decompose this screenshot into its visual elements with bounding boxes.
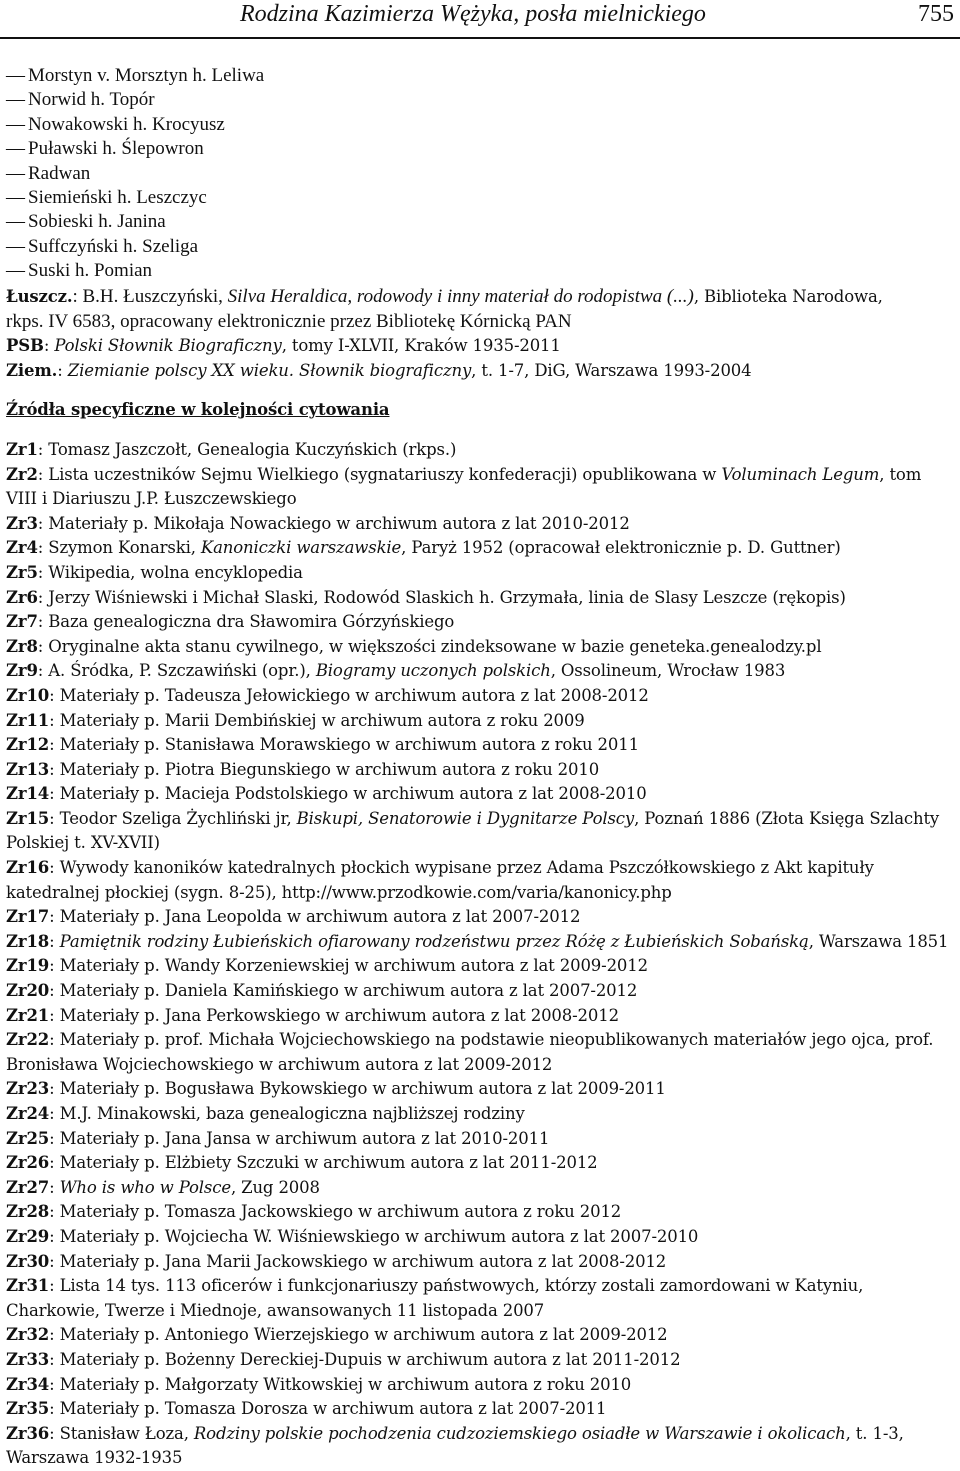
reference-entry <box>6 709 952 734</box>
reference-entry <box>6 1200 952 1225</box>
reference-text: : Materiały p. Jana Leopolda w archiwum autora z lat 2007-2012 <box>49 907 581 927</box>
reference-key: Zr12 <box>6 735 50 755</box>
reference-key: Zr7 <box>6 612 38 632</box>
reference-key: Zr15 <box>6 808 50 828</box>
abbrev-italic: Polski Słownik Biograficzny <box>54 336 282 356</box>
reference-text: : Materiały p. Stanisława Morawskiego w archiwum autora z roku 2011 <box>49 735 639 755</box>
reference-entry <box>6 1323 952 1348</box>
surname-dash-list <box>6 64 946 284</box>
surname-item <box>6 259 946 283</box>
reference-text: : Materiały p. Wandy Korzeniewskiej w archiwum autora z lat 2009-2012 <box>49 956 648 976</box>
reference-text: , tom VIII i Diariuszu J.P. Łuszczewskiego <box>6 464 922 509</box>
reference-entry <box>6 463 952 512</box>
reference-entry <box>6 930 952 955</box>
reference-entry <box>6 1250 952 1275</box>
reference-text: : Oryginalne akta stanu cywilnego, w większości zindeksowane w bazie geneteka.genealodzy.pl <box>37 636 822 656</box>
reference-key: Zr18 <box>6 931 50 951</box>
abbrev-key: Łuszcz. <box>6 287 73 306</box>
reference-entry <box>6 1422 952 1471</box>
reference-key: Zr10 <box>6 685 50 705</box>
reference-entry <box>6 856 952 905</box>
reference-text: , Warszawa 1851 <box>808 931 949 951</box>
reference-entry <box>6 1397 952 1422</box>
reference-text: : Tomasz Jaszczołt, Genealogia Kuczyńskich (rkps.) <box>37 439 457 459</box>
reference-text: : Teodor Szeliga Żychliński jr, <box>49 808 297 828</box>
surname-text: Puławski h. Ślepowron <box>28 138 204 160</box>
reference-text: : Materiały p. Macieja Podstolskiego w archiwum autora z lat 2008-2010 <box>49 784 647 804</box>
reference-text: : Materiały p. Jana Jansa w archiwum autora z lat 2010-2011 <box>49 1128 550 1148</box>
reference-text: , Ossolineum, Wrocław 1983 <box>550 661 786 681</box>
reference-text: , Poznań 1886 (Złota Księga Szlachty Polskiej t. XV-XVII) <box>6 808 940 853</box>
reference-entry <box>6 807 952 856</box>
reference-text: : Lista uczestników Sejmu Wielkiego (sygnatariuszy konfederacji) opublikowana w <box>37 464 722 484</box>
reference-key: Zr32 <box>6 1325 50 1345</box>
surname-text: Sobieski h. Janina <box>28 211 166 233</box>
reference-key: Zr29 <box>6 1226 50 1246</box>
abbrev-key: PSB <box>6 336 44 356</box>
reference-entry <box>6 1373 952 1398</box>
reference-key: Zr13 <box>6 759 50 779</box>
reference-text: : Materiały p. prof. Michała Wojciechowskiego na podstawie nieopublikowanych materiałów jego ojca, prof. Bronisława Wojciechowskiego w archiwum autora z lat 2009-2012 <box>6 1030 934 1074</box>
reference-key: Zr6 <box>6 587 38 607</box>
reference-key: Zr4 <box>6 538 38 558</box>
reference-text: : Jerzy Wiśniewski i Michał Slaski, Rodowód Slaskich h. Grzymała, linia de Slasy Leszcze (rękopis) <box>37 587 846 607</box>
reference-key: Zr22 <box>6 1030 50 1050</box>
reference-title: Voluminach Legum <box>721 464 880 484</box>
reference-entry <box>6 782 952 807</box>
reference-text: : M.J. Minakowski, baza genealogiczna najbliższej rodziny <box>49 1104 525 1123</box>
em-dash: — <box>6 211 25 233</box>
em-dash: — <box>6 187 25 209</box>
reference-key: Zr2 <box>6 464 38 484</box>
reference-title: Rodziny polskie pochodzenia cudzoziemskiego osiadłe w Warszawie i okolicach <box>193 1423 846 1443</box>
running-title: Rodzina Kazimierza Wężyka, posła mielnickiego <box>240 1 706 27</box>
abbrev-key: Ziem. <box>6 360 58 380</box>
reference-entry <box>6 1028 952 1077</box>
reference-text: : <box>49 931 60 951</box>
abbrev-luszcz <box>6 285 952 334</box>
reference-text: : <box>49 1177 60 1197</box>
reference-list <box>6 438 952 1471</box>
reference-text: : Materiały p. Jana Perkowskiego w archiwum autora z lat 2008-2012 <box>49 1005 619 1025</box>
em-dash: — <box>6 260 25 282</box>
abbrev-psb <box>6 334 952 359</box>
reference-text: : Materiały p. Antoniego Wierzejskiego w archiwum autora z lat 2009-2012 <box>49 1325 668 1345</box>
reference-key: Zr19 <box>6 956 50 976</box>
surname-text: Morstyn v. Morsztyn h. Leliwa <box>28 65 265 86</box>
reference-entry <box>6 1348 952 1373</box>
reference-text: : Materiały p. Małgorzaty Witkowskiej w archiwum autora z roku 2010 <box>49 1374 632 1394</box>
reference-key: Zr30 <box>6 1251 50 1271</box>
abbrev-text: rkps. IV 6583, opracowany elektronicznie przez Bibliotekę Kórnicką PAN <box>6 310 572 332</box>
abbrev-text: : <box>57 360 68 380</box>
surname-item <box>6 235 946 259</box>
reference-key: Zr28 <box>6 1202 50 1222</box>
surname-item <box>6 162 946 186</box>
section-title: Źródła specyficzne w kolejności cytowania <box>6 400 390 420</box>
reference-key: Zr21 <box>6 1005 50 1025</box>
reference-text: : Wikipedia, wolna encyklopedia <box>37 562 303 582</box>
surname-text: Radwan <box>28 162 91 184</box>
reference-text: : Materiały p. Bożenny Dereckiej-Dupuis w archiwum autora z lat 2011-2012 <box>49 1349 681 1369</box>
abbrev-italic: Silva Heraldica, rodowody i inny materiał do rodopistwa (...) <box>227 286 694 307</box>
reference-entry <box>6 733 952 758</box>
em-dash: — <box>6 162 25 184</box>
reference-key: Zr14 <box>6 784 50 804</box>
reference-text: , Zug 2008 <box>230 1177 320 1197</box>
reference-text: : Materiały p. Jana Marii Jackowskiego w archiwum autora z lat 2008-2012 <box>49 1251 667 1271</box>
reference-title: Pamiętnik rodziny Łubieńskich ofiarowany rodzeństwu przez Różę z Łubieńskich Sobańską <box>59 931 809 951</box>
surname-item <box>6 113 946 137</box>
reference-entry <box>6 586 952 611</box>
reference-entry <box>6 512 952 537</box>
bibliography <box>6 285 952 1471</box>
reference-text: , t. 1-3, Warszawa 1932-1935 <box>6 1423 904 1468</box>
reference-entry <box>6 1151 952 1176</box>
reference-key: Zr27 <box>6 1177 50 1197</box>
header-rule <box>0 37 960 39</box>
reference-key: Zr16 <box>6 858 50 878</box>
reference-key: Zr36 <box>6 1423 50 1443</box>
reference-text: : Materiały p. Mikołaja Nowackiego w archiwum autora z lat 2010-2012 <box>37 513 630 533</box>
reference-entry <box>6 684 952 709</box>
reference-entry <box>6 1225 952 1250</box>
surname-text: Nowakowski h. Krocyusz <box>28 113 225 135</box>
reference-title: Biogramy uczonych polskich <box>315 661 551 681</box>
reference-key: Zr8 <box>6 636 38 656</box>
reference-entry <box>6 438 952 463</box>
reference-key: Zr33 <box>6 1349 50 1369</box>
abbrev-text: , tomy I-XLVII, Kraków 1935-2011 <box>281 336 561 356</box>
reference-text: : Stanisław Łoza, <box>49 1423 194 1443</box>
reference-text: : Materiały p. Bogusława Bykowskiego w archiwum autora z lat 2009-2011 <box>49 1079 666 1099</box>
em-dash: — <box>6 138 25 160</box>
reference-entry <box>6 659 952 684</box>
reference-key: Zr24 <box>6 1104 50 1123</box>
reference-key: Zr35 <box>6 1399 50 1419</box>
surname-text: Norwid h. Topór <box>28 89 155 111</box>
em-dash: — <box>6 65 25 86</box>
reference-text: : Materiały p. Wojciecha W. Wiśniewskiego w archiwum autora z lat 2007-2010 <box>49 1226 699 1246</box>
reference-entry <box>6 1077 952 1102</box>
reference-title: Biskupi, Senatorowie i Dygnitarze Polscy <box>296 808 635 828</box>
surname-item <box>6 88 946 112</box>
surname-text: Suski h. Pomian <box>28 260 153 282</box>
abbrev-text: : <box>43 336 55 356</box>
reference-entry <box>6 905 952 930</box>
reference-text: : A. Śródka, P. Szczawiński (opr.), <box>37 661 316 681</box>
reference-key: Zr31 <box>6 1276 50 1296</box>
reference-key: Zr17 <box>6 907 50 927</box>
abbrev-italic: Ziemianie polscy XX wieku. Słownik biograficzny <box>67 360 472 380</box>
reference-text: : Materiały p. Tomasza Dorosza w archiwum autora z lat 2007-2011 <box>49 1399 607 1419</box>
reference-text: : Materiały p. Daniela Kamińskiego w archiwum autora z lat 2007-2012 <box>49 981 638 1001</box>
reference-key: Zr34 <box>6 1374 50 1394</box>
reference-text: : Lista 14 tys. 113 oficerów i funkcjonariuszy państwowych, którzy zostali zamordowani w Katyniu, Charkowie, Twerze i Miednoje, awansowanych 11 listopada 2007 <box>6 1276 864 1320</box>
abbrev-text: : B.H. Łuszczyński, <box>72 286 228 307</box>
reference-text: : Baza genealogiczna dra Sławomira Górzyńskiego <box>37 612 455 632</box>
reference-key: Zr20 <box>6 981 50 1001</box>
reference-text: : Materiały p. Marii Dembińskiej w archiwum autora z roku 2009 <box>49 710 585 730</box>
reference-entry <box>6 1176 952 1201</box>
reference-entry <box>6 979 952 1004</box>
running-header <box>0 0 960 30</box>
reference-entry <box>6 610 952 635</box>
em-dash: — <box>6 235 25 257</box>
surname-item <box>6 64 946 88</box>
surname-text: Suffczyński h. Szeliga <box>28 235 199 257</box>
reference-key: Zr26 <box>6 1153 50 1173</box>
reference-key: Zr1 <box>6 439 38 459</box>
reference-text: : Materiały p. Tadeusza Jełowickiego w archiwum autora z lat 2008-2012 <box>49 685 649 705</box>
reference-entry <box>6 1127 952 1152</box>
reference-key: Zr25 <box>6 1128 50 1148</box>
surname-item <box>6 186 946 210</box>
reference-entry <box>6 1004 952 1029</box>
abbrev-ziem <box>6 359 952 384</box>
abbrev-text: , t. 1-7, DiG, Warszawa 1993-2004 <box>471 360 752 380</box>
reference-text: , Paryż 1952 (opracował elektronicznie p. D. Guttner) <box>401 538 841 558</box>
reference-entry <box>6 758 952 783</box>
abbrev-text: , Biblioteka Narodowa, <box>693 287 883 306</box>
reference-key: Zr9 <box>6 661 38 681</box>
reference-text: : Materiały p. Tomasza Jackowskiego w archiwum autora z roku 2012 <box>49 1202 622 1222</box>
reference-entry <box>6 954 952 979</box>
surname-item <box>6 137 946 161</box>
reference-text: : Materiały p. Piotra Biegunskiego w archiwum autora z roku 2010 <box>49 759 600 779</box>
reference-title: Kanoniczki warszawskie <box>200 538 402 558</box>
reference-text: : Materiały p. Elżbiety Szczuki w archiwum autora z lat 2011-2012 <box>49 1153 598 1173</box>
reference-key: Zr5 <box>6 562 38 582</box>
reference-key: Zr3 <box>6 513 38 533</box>
em-dash: — <box>6 113 25 135</box>
surname-item <box>6 210 946 234</box>
page-number: 755 <box>918 1 954 27</box>
reference-entry <box>6 1102 952 1127</box>
reference-key: Zr11 <box>6 710 50 730</box>
reference-entry <box>6 561 952 586</box>
reference-entry <box>6 1274 952 1323</box>
reference-text: : Szymon Konarski, <box>37 538 201 558</box>
em-dash: — <box>6 89 25 111</box>
reference-entry <box>6 536 952 561</box>
reference-text: : Wywody kanoników katedralnych płockich wypisane przez Adama Pszczółkowskiego z Akt kapituły katedralnej płockiej (sygn. 8-25), http://www.przodkowie.com/varia/kanonicy.php <box>6 858 874 902</box>
reference-key: Zr23 <box>6 1079 50 1099</box>
reference-entry <box>6 635 952 660</box>
surname-text: Siemieński h. Leszczyc <box>28 187 207 209</box>
reference-title: Who is who w Polsce <box>59 1177 231 1197</box>
